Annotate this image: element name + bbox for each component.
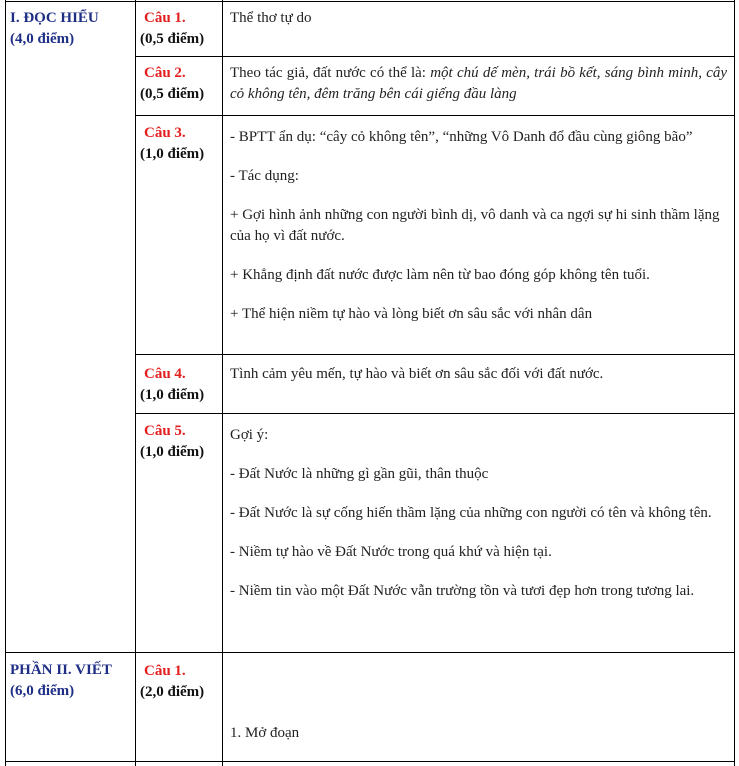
- question-score: (0,5 điểm): [140, 31, 205, 47]
- answer-line: - Niềm tin vào một Đất Nước vẫn trường tồn và tươi đẹp hơn trong tương lai.: [230, 583, 695, 599]
- question-score: (1,0 điểm): [140, 387, 205, 403]
- question-label: Câu 2.: [144, 65, 186, 81]
- answer-cell: [230, 127, 727, 325]
- answer-cell: [230, 425, 727, 602]
- question-label-cell: [140, 123, 220, 165]
- answer-cell: [230, 8, 727, 29]
- question-label: Câu 1.: [144, 663, 186, 679]
- answer-line: - Đất Nước là những gì gần gũi, thân thuộc: [230, 466, 489, 482]
- answer-cell: [230, 364, 727, 385]
- question-label: Câu 1.: [144, 10, 186, 26]
- answer-line: Gợi ý:: [230, 427, 269, 443]
- answer-line: Tình cảm yêu mến, tự hào và biết ơn sâu sắc đối với đất nước.: [230, 366, 604, 382]
- section-title: PHẦN II. VIẾT: [10, 662, 112, 678]
- answer-cell: [230, 723, 727, 744]
- question-label-cell: [140, 661, 220, 703]
- question-label-cell: [140, 364, 220, 406]
- row-divider: [135, 413, 735, 414]
- answer-line: - Tác dụng:: [230, 168, 299, 184]
- answer-line: - Đất Nước là sự cống hiến thầm lặng của những con người có tên và không tên.: [230, 505, 712, 521]
- row-divider: [135, 354, 735, 355]
- answer-line: 1. Mở đoạn: [230, 725, 300, 741]
- answer-cell: [230, 63, 727, 105]
- table-border-top: [5, 1, 735, 2]
- section-divider: [5, 652, 735, 653]
- section-score: (4,0 điểm): [10, 31, 75, 47]
- question-label-cell: [140, 421, 220, 463]
- row-divider: [135, 56, 735, 57]
- question-label: Câu 5.: [144, 423, 186, 439]
- answer-text-italic: một chú dế mèn, trái bồ kết, sáng bình minh, cây cỏ không tên, đêm trăng bên cái giếng đầu làng: [230, 65, 728, 102]
- section-header-reading: [10, 8, 132, 50]
- answer-line: - BPTT ẩn dụ: “cây cỏ không tên”, “những Vô Danh đổ đầu cùng giông bão”: [230, 129, 693, 145]
- section-score: (6,0 điểm): [10, 683, 75, 699]
- table-border-bottom: [5, 761, 735, 762]
- question-score: (2,0 điểm): [140, 684, 205, 700]
- question-score: (1,0 điểm): [140, 444, 205, 460]
- answer-line: + Thể hiện niềm tự hào và lòng biết ơn sâu sắc với nhân dân: [230, 306, 593, 322]
- row-divider: [135, 115, 735, 116]
- answer-line: + Gợi hình ảnh những con người bình dị, vô danh và ca ngợi sự hi sinh thầm lặng của họ vì đất nước.: [230, 207, 720, 244]
- question-score: (0,5 điểm): [140, 86, 205, 102]
- question-label-cell: [140, 8, 220, 50]
- question-label-cell: [140, 63, 220, 105]
- question-label: Câu 3.: [144, 125, 186, 141]
- answer-line: + Khẳng định đất nước được làm nên từ bao đóng góp không tên tuổi.: [230, 267, 650, 283]
- section-header-writing: [10, 660, 132, 702]
- answer-text: Theo tác giả, đất nước có thể là:: [230, 65, 431, 81]
- section-title: I. ĐỌC HIỂU: [10, 10, 99, 26]
- question-label: Câu 4.: [144, 366, 186, 382]
- question-score: (1,0 điểm): [140, 146, 205, 162]
- answer-line: - Niềm tự hào về Đất Nước trong quá khứ và hiện tại.: [230, 544, 552, 560]
- answer-line: Thể thơ tự do: [230, 10, 312, 26]
